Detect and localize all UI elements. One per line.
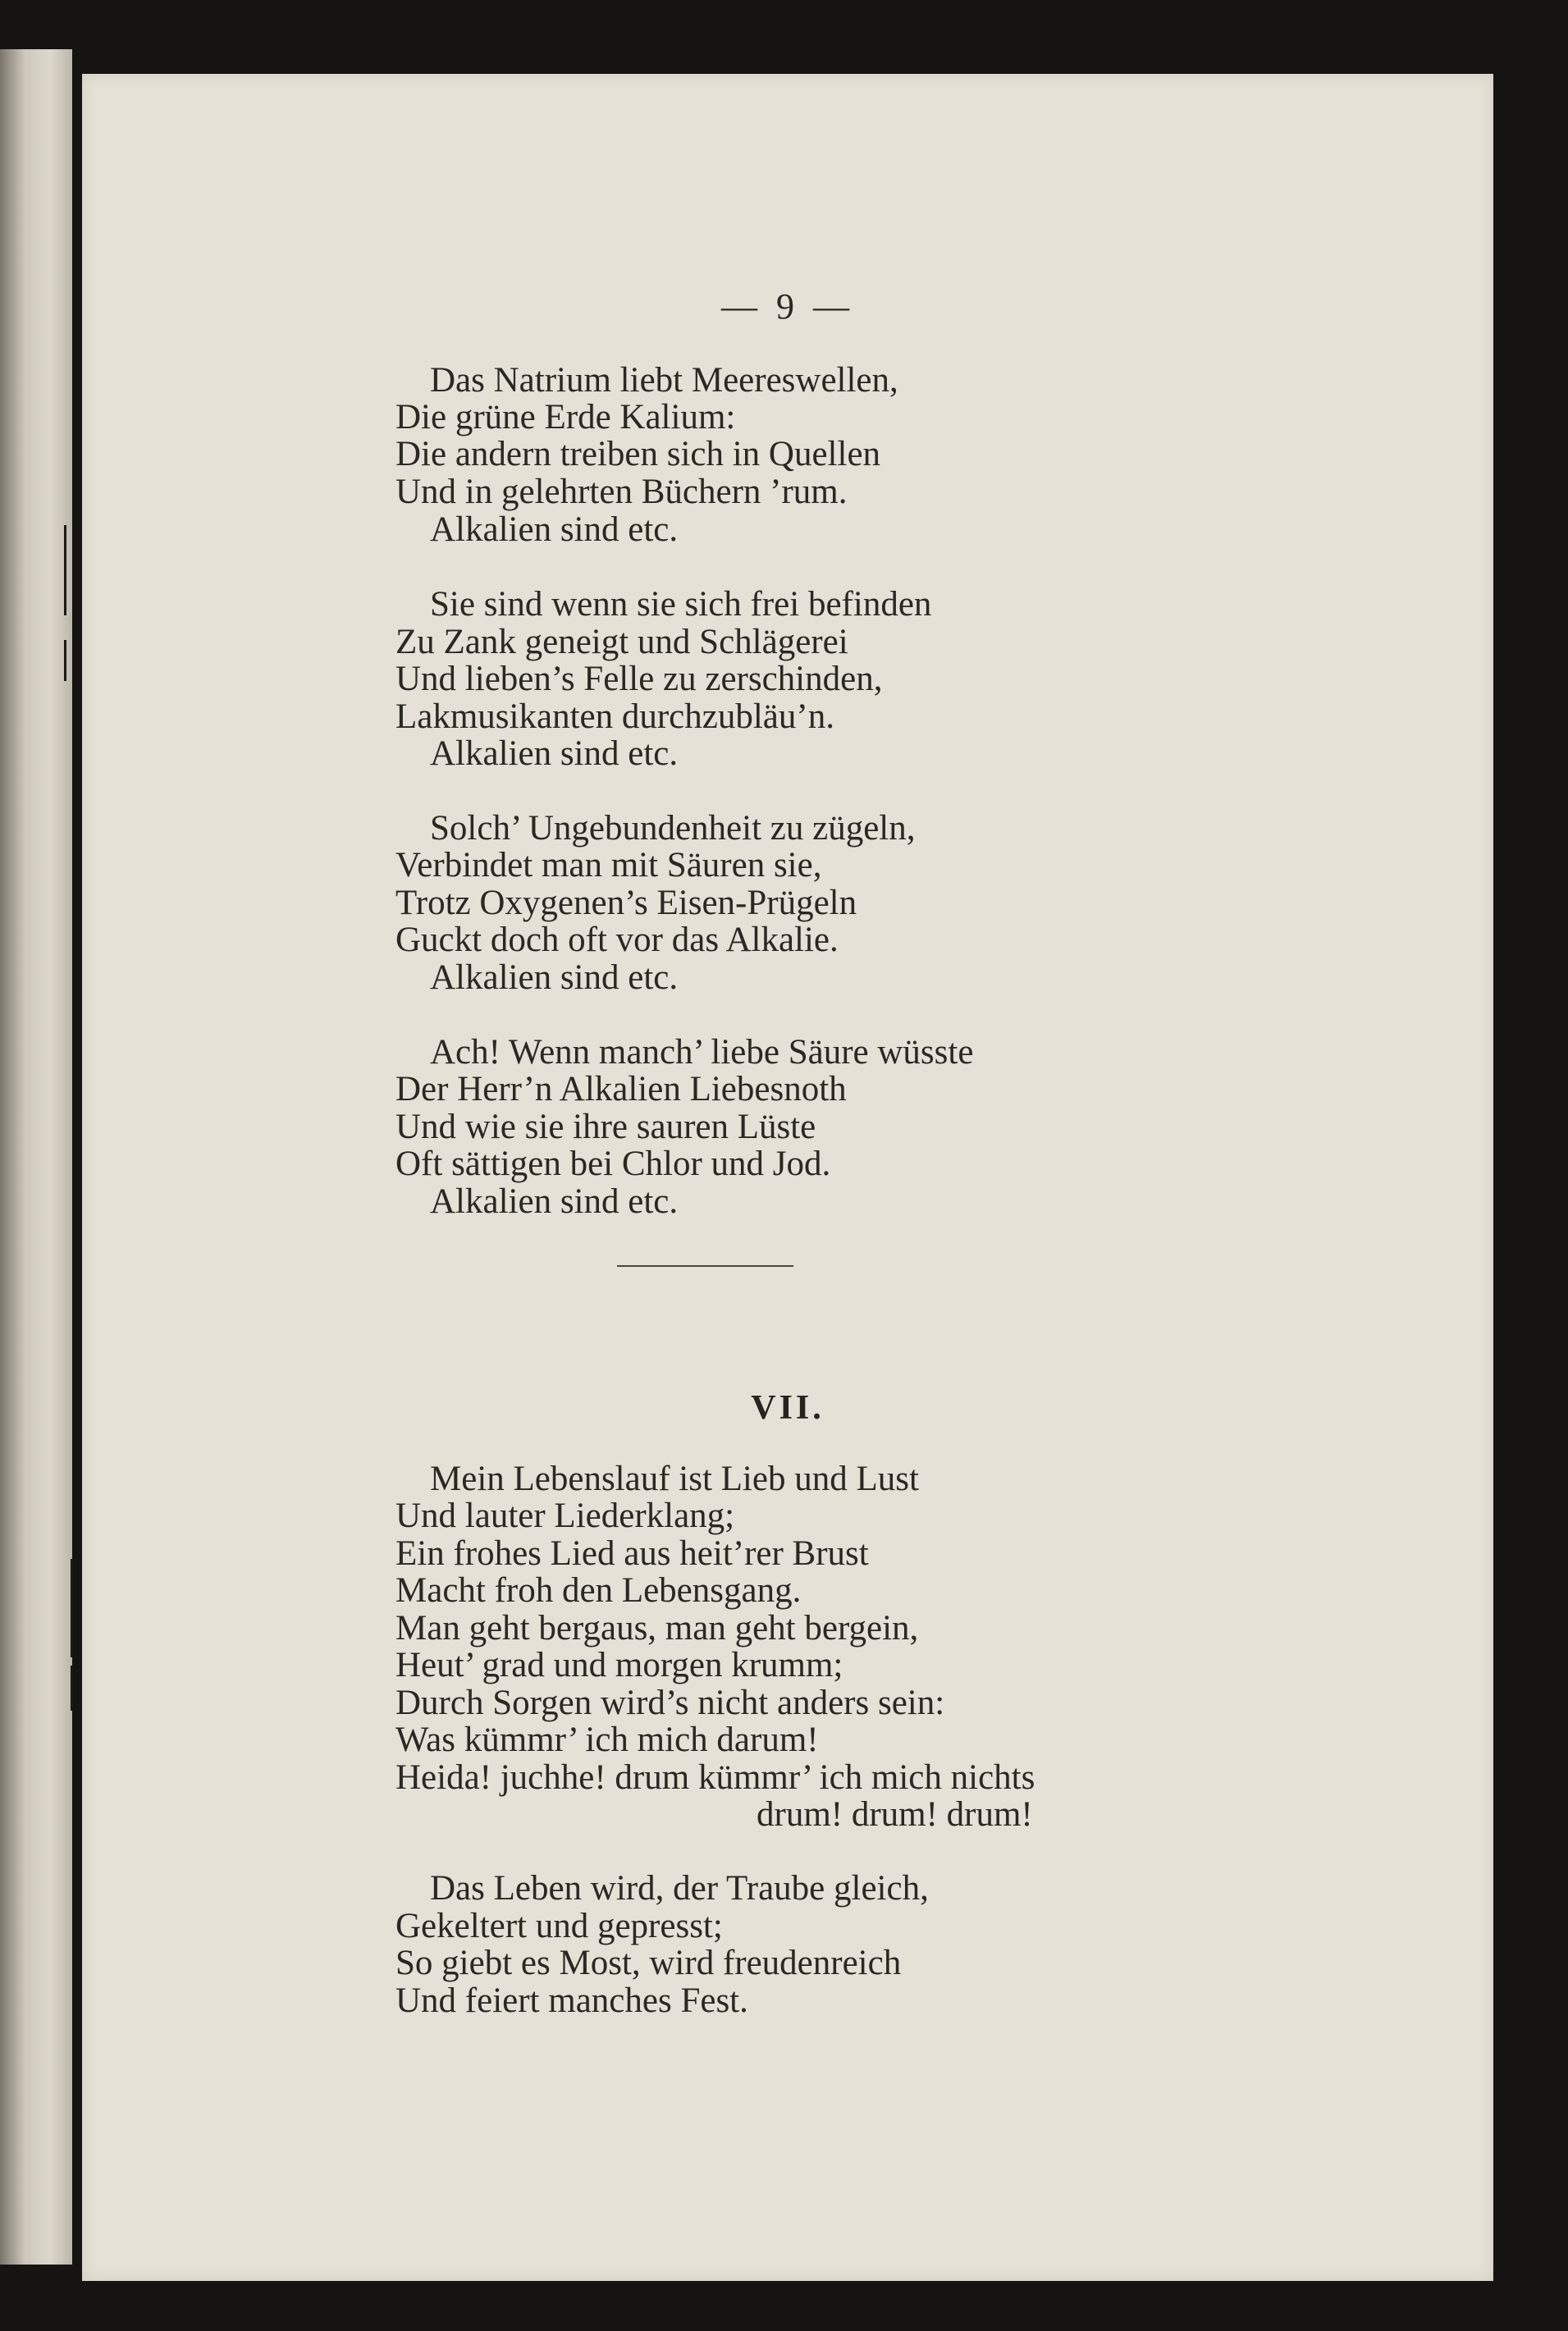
poem-line: Und lauter Liederklang; [395,1497,735,1535]
poem-line: Macht froh den Lebensgang. [395,1571,802,1610]
poem-line: Zu Zank geneigt und Schlägerei [395,623,848,661]
poem-line: Und lieben’s Felle zu zerschinden, [395,660,883,698]
poem-line: Gekeltert und gepresst; [395,1907,723,1945]
poem-line: Oft sättigen bei Chlor und Jod. [395,1145,831,1183]
poem-line: Alkalien sind etc. [430,510,679,549]
poem-line: Die andern treiben sich in Quellen [395,435,881,473]
poem-line: Ein frohes Lied aus heit’rer Brust [395,1534,869,1573]
section-divider [617,1265,793,1267]
poem-line: So giebt es Most, wird freudenreich [395,1944,902,1982]
poem-line: Heida! juchhe! drum kümmr’ ich mich nichts [395,1758,1035,1797]
poem-line: Mein Lebenslauf ist Lieb und Lust [430,1460,919,1498]
poem-line: Heut’ grad und morgen krumm; [395,1646,843,1684]
poem-line: Und in gelehrten Büchern ’rum. [395,473,848,511]
poem-line: Und wie sie ihre sauren Lüste [395,1108,816,1146]
poem-line: Durch Sorgen wird’s nicht anders sein: [395,1684,945,1722]
poem-line: Trotz Oxygenen’s Eisen-Prügeln [395,884,857,922]
poem-line: Guckt doch oft vor das Alkalie. [395,921,839,959]
book-page [82,74,1493,2281]
poem-line: Lakmusikanten durchzubläu’n. [395,697,834,736]
page-number: — 9 — [721,286,854,327]
poem-line: Das Natrium liebt Meereswellen, [430,361,898,400]
facing-page-edge [0,49,72,2265]
poem-line: Die grüne Erde Kalium: [395,398,736,436]
poem-line: drum! drum! drum! [757,1795,1033,1834]
binding-thread [71,1559,73,1657]
poem-line: Alkalien sind etc. [430,958,679,997]
poem-line: Alkalien sind etc. [430,734,679,773]
poem-line: Alkalien sind etc. [430,1182,679,1221]
section-heading: VII. [751,1389,825,1427]
poem-line: Das Leben wird, der Traube gleich, [430,1869,929,1908]
binding-thread [71,1666,73,1711]
poem-line: Was kümmr’ ich mich darum! [395,1721,819,1759]
poem-line: Solch’ Ungebundenheit zu zügeln, [430,809,916,848]
poem-line: Sie sind wenn sie sich frei befinden [430,585,932,624]
poem-line: Ach! Wenn manch’ liebe Säure wüsste [430,1033,974,1072]
binding-thread [64,640,66,681]
poem-line: Und feiert manches Fest. [395,1981,748,2020]
poem-line: Der Herr’n Alkalien Liebesnoth [395,1070,847,1108]
binding-thread [64,525,66,615]
poem-line: Verbindet man mit Säuren sie, [395,846,822,884]
poem-line: Man geht bergaus, man geht bergein, [395,1609,919,1648]
